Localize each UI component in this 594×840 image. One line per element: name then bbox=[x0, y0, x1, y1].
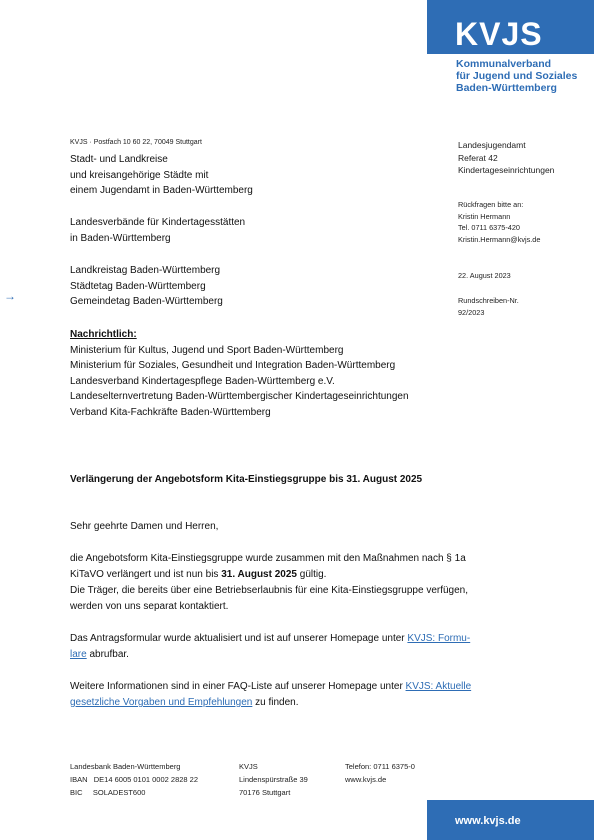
forms-link[interactable]: KVJS: Formu- bbox=[407, 633, 471, 644]
cc-line: Landesverband Kindertagespflege Baden-Württemberg e.V. bbox=[70, 375, 335, 387]
paragraph-line bbox=[70, 679, 520, 695]
paragraph-line: die Angebotsform Kita-Einstiegsgruppe wurde zusammen mit den Maßnahmen nach § 1a bbox=[70, 553, 466, 564]
text-span: Weitere Informationen sind in einer FAQ-Liste auf unserer Homepage unter bbox=[70, 681, 406, 692]
contact-block bbox=[458, 199, 540, 245]
department-line: Kindertageseinrichtungen bbox=[458, 165, 555, 175]
cc-line: Verband Kita-Fachkräfte Baden-Württemberg bbox=[70, 406, 271, 418]
recipient-line: einem Jugendamt in Baden-Württemberg bbox=[70, 185, 253, 196]
guidelines-link[interactable]: KVJS: Aktuelle bbox=[405, 681, 472, 692]
recipient-line: Landkreistag Baden-Württemberg bbox=[70, 265, 221, 276]
contact-label: Rückfragen bitte an: bbox=[458, 200, 524, 209]
cc-block bbox=[70, 327, 409, 420]
footer-line: Landesbank Baden-Württemberg bbox=[70, 762, 181, 771]
footer-website[interactable]: www.kvjs.de bbox=[345, 775, 387, 784]
salutation: Sehr geehrte Damen und Herren, bbox=[70, 521, 219, 532]
cc-line: Landeselternvertretung Baden-Württembergischer Kindertageseinrichtungen bbox=[70, 391, 409, 402]
footer-line: Lindenspürstraße 39 bbox=[239, 775, 308, 784]
cc-line: Ministerium für Kultus, Jugend und Sport Baden-Württemberg bbox=[70, 344, 344, 356]
recipient-block-1 bbox=[70, 152, 253, 199]
footer-url[interactable]: www.kvjs.de bbox=[455, 815, 521, 827]
contact-name: Kristin Hermann bbox=[458, 211, 511, 221]
recipient-line: Städtetag Baden-Württemberg bbox=[70, 280, 206, 292]
logo-line-2: für Jugend und Soziales bbox=[456, 70, 578, 82]
logo-line-1: Kommunalverband bbox=[456, 58, 552, 70]
paragraph-line: Die Träger, die bereits über eine Betriebserlaubnis für eine Kita-Einstiegsgruppe verfügen, bbox=[70, 585, 469, 596]
paragraph-3 bbox=[70, 679, 520, 711]
cc-line: Ministerium für Soziales, Gesundheit und Integration Baden-Württemberg bbox=[70, 360, 396, 371]
footer-line: KVJS bbox=[239, 762, 258, 771]
fold-mark-arrow-icon: → bbox=[4, 289, 16, 303]
recipient-block-3 bbox=[70, 263, 223, 310]
recipient-line: Stadt- und Landkreise bbox=[70, 154, 168, 165]
footer-line: Telefon: 0711 6375-0 bbox=[345, 762, 415, 771]
sender-line: KVJS · Postfach 10 60 22, 70049 Stuttgart bbox=[70, 139, 202, 146]
letter-date: 22. August 2023 bbox=[458, 271, 511, 280]
paragraph-line bbox=[70, 567, 520, 583]
department-block bbox=[458, 139, 554, 177]
contact-email[interactable]: Kristin.Hermann@kvjs.de bbox=[458, 234, 541, 244]
logo-brand: KVJS bbox=[455, 16, 543, 52]
cc-heading: Nachrichtlich: bbox=[70, 329, 137, 340]
department-line: Referat 42 bbox=[458, 152, 498, 163]
footer-bank bbox=[70, 760, 198, 799]
footer-contact bbox=[345, 760, 415, 786]
recipient-line: und kreisangehörige Städte mit bbox=[70, 169, 209, 181]
footer-line: 70176 Stuttgart bbox=[239, 788, 291, 797]
recipient-line: in Baden-Württemberg bbox=[70, 232, 171, 244]
guidelines-link-continued[interactable]: gesetzliche Vorgaben und Empfehlungen bbox=[70, 697, 253, 708]
paragraph-line bbox=[70, 647, 520, 663]
circular-label: Rundschreiben-Nr. bbox=[458, 296, 519, 305]
footer-address bbox=[239, 760, 308, 799]
paragraph-line bbox=[70, 631, 520, 647]
recipient-block-2 bbox=[70, 215, 245, 246]
logo-line-3: Baden-Württemberg bbox=[456, 82, 557, 94]
contact-phone: Tel. 0711 6375-420 bbox=[458, 223, 520, 232]
text-span: gültig. bbox=[296, 569, 327, 580]
recipient-line: Gemeindetag Baden-Württemberg bbox=[70, 296, 223, 307]
circular-block bbox=[458, 295, 519, 318]
text-span: abrufbar. bbox=[86, 649, 129, 660]
text-span: Das Antragsformular wurde aktualisiert und ist auf unserer Homepage unter bbox=[70, 633, 408, 644]
circular-number: 92/2023 bbox=[458, 307, 485, 317]
footer-line: BIC SOLADEST600 bbox=[70, 788, 146, 797]
paragraph-line bbox=[70, 695, 520, 711]
letter-subject: Verlängerung der Angebotsform Kita-Einstiegsgruppe bis 31. August 2025 bbox=[70, 474, 423, 485]
deadline-date: 31. August 2025 bbox=[221, 569, 297, 580]
paragraph-1 bbox=[70, 551, 520, 615]
footer-line: IBAN DE14 6005 0101 0002 2828 22 bbox=[70, 775, 199, 784]
paragraph-line: werden von uns separat kontaktiert. bbox=[70, 601, 229, 612]
text-span: KiTaVO verlängert und ist nun bis bbox=[70, 569, 222, 580]
logo-subtitle bbox=[456, 58, 577, 94]
department-line: Landesjugendamt bbox=[458, 140, 526, 150]
forms-link-continued[interactable]: lare bbox=[70, 649, 87, 660]
paragraph-2 bbox=[70, 631, 520, 663]
text-span: zu finden. bbox=[252, 697, 299, 708]
recipient-line: Landesverbände für Kindertagesstätten bbox=[70, 217, 246, 228]
